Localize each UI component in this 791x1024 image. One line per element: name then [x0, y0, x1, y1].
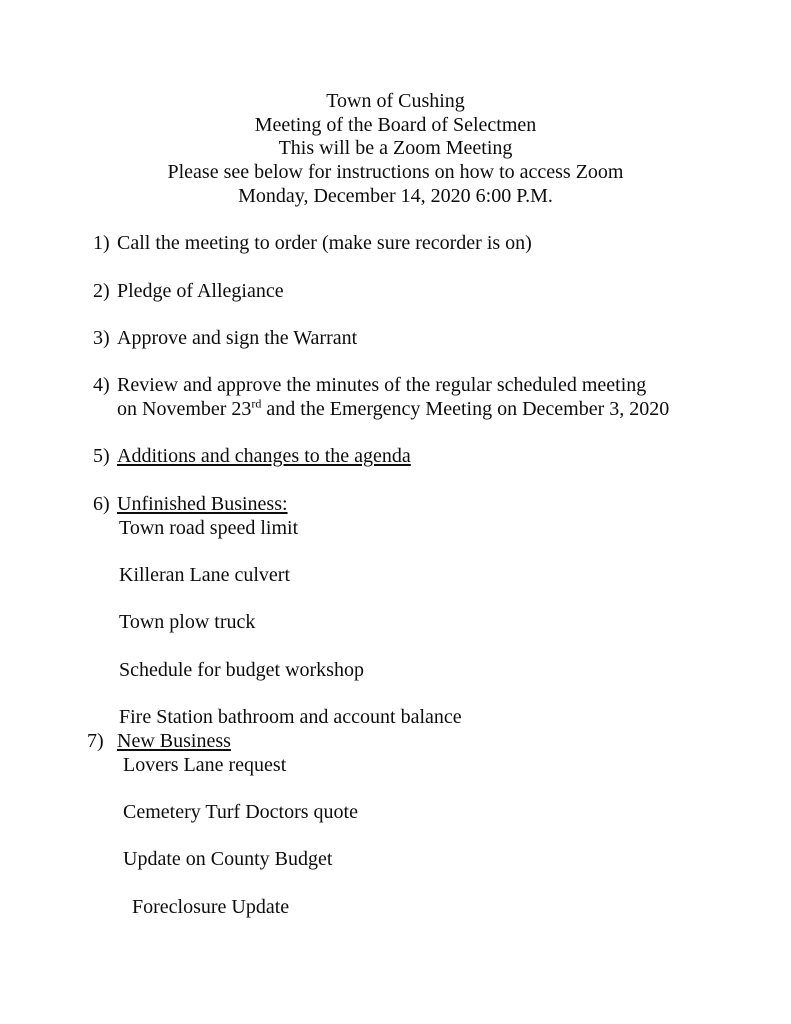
- agenda-item-4-ordinal-suffix: rd: [251, 396, 262, 411]
- agenda-item-4-text: Review and approve the minutes of the regular scheduled meeting: [117, 374, 647, 397]
- header-zoom-note: This will be a Zoom Meeting: [278, 137, 513, 160]
- header-meeting-title: Meeting of the Board of Selectmen: [254, 113, 537, 136]
- agenda-item-3-number: 3): [93, 326, 110, 349]
- agenda-item-4-cont-pre: on November 23: [117, 398, 252, 421]
- agenda-item-3: [93, 327, 791, 351]
- agenda-item-2-number: 2): [93, 279, 110, 302]
- agenda-item-2-text: Pledge of Allegiance: [117, 279, 284, 302]
- document-header: [0, 90, 791, 209]
- unfinished-business-subitem-budget-workshop: Schedule for budget workshop: [119, 658, 364, 681]
- agenda-item-1: [93, 232, 791, 256]
- agenda-item-7-text: New Business: [117, 729, 231, 752]
- agenda-item-4-cont-post: and the Emergency Meeting on December 3, 2020: [261, 398, 670, 421]
- agenda-item-5: [93, 445, 791, 469]
- unfinished-business-subitem-killeran-lane-culvert: Killeran Lane culvert: [119, 563, 291, 586]
- header-instructions-note: Please see below for instructions on how to access Zoom: [167, 161, 624, 184]
- agenda-item-4-continuation: [117, 398, 791, 422]
- agenda-item-4-number: 4): [93, 374, 110, 397]
- new-business-subitem-county-budget-update: Update on County Budget: [123, 848, 333, 871]
- header-date-time: Monday, December 14, 2020 6:00 P.M.: [238, 184, 553, 207]
- agenda-item-5-number: 5): [93, 445, 110, 468]
- new-business-subitem-lovers-lane-request: Lovers Lane request: [123, 753, 287, 776]
- agenda-item-7-new-business: [87, 730, 791, 754]
- agenda-list: [0, 232, 791, 919]
- unfinished-business-subitem-fire-station: Fire Station bathroom and account balance: [119, 706, 462, 729]
- agenda-item-6-number: 6): [93, 492, 110, 515]
- new-business-subitem-cemetery-turf-doctors-quote: Cemetery Turf Doctors quote: [123, 800, 358, 823]
- unfinished-business-subitem-town-plow-truck: Town plow truck: [119, 611, 256, 634]
- agenda-item-1-number: 1): [93, 232, 110, 255]
- agenda-item-2: [93, 280, 791, 304]
- unfinished-business-subitem-town-road-speed-limit: Town road speed limit: [119, 516, 299, 539]
- agenda-item-6-text: Unfinished Business:: [117, 492, 288, 515]
- new-business-subitem-foreclosure-update: Foreclosure Update: [132, 895, 290, 918]
- agenda-item-3-text: Approve and sign the Warrant: [117, 326, 358, 349]
- agenda-item-1-text: Call the meeting to order (make sure recorder is on): [117, 232, 532, 255]
- agenda-item-6-unfinished-business: [93, 493, 791, 517]
- agenda-item-4: [93, 374, 791, 398]
- header-town-title: Town of Cushing: [326, 90, 465, 112]
- agenda-item-5-text: Additions and changes to the agenda: [117, 445, 411, 468]
- agenda-item-7-number: 7): [87, 729, 104, 752]
